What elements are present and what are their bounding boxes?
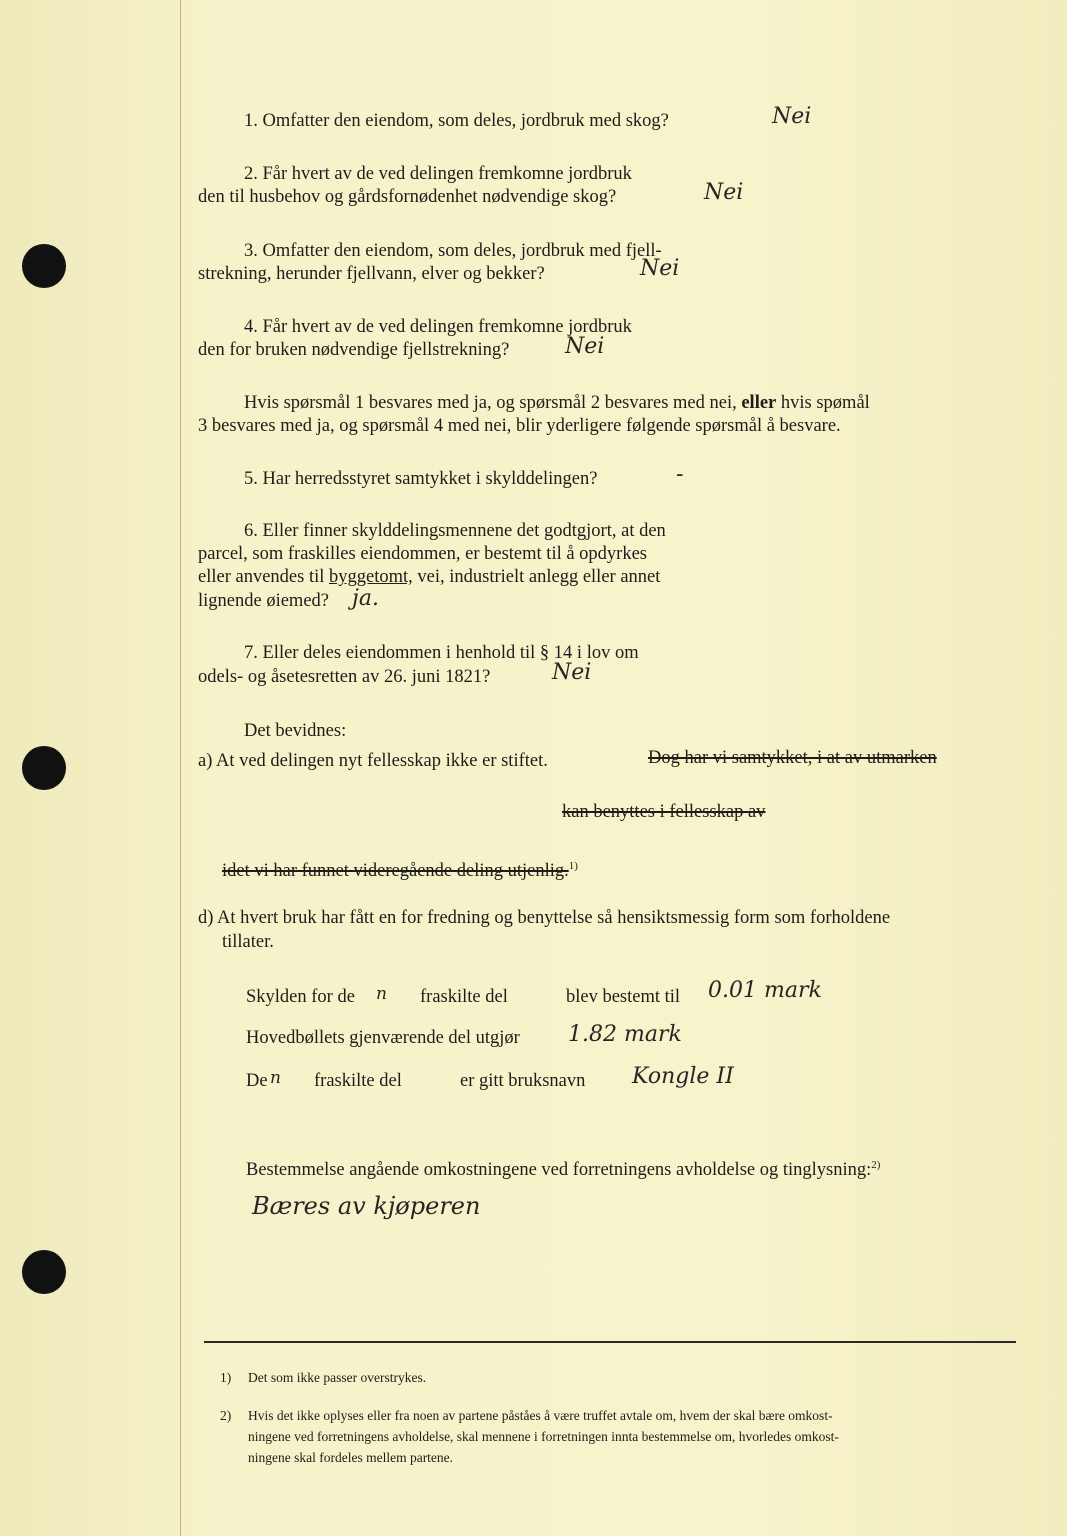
question-3-text: 3. Omfatter den eiendom, som deles, jordbruk med fjell- [244,241,662,261]
question-7-text: 7. Eller deles eiendommen i henhold til § 14 i lov om [244,643,639,663]
bevidnes-a-struck: Dog har vi samtykket, i at av utmarken [648,748,937,768]
question-4-text: den for bruken nødvendige fjellstrekning? [198,340,510,360]
question-6-text: 6. Eller finner skylddelingsmennene det godtgjort, at den [244,521,666,541]
bevidnes-a-text: a) At ved delingen nyt fellesskap ikke er stiftet. [198,751,548,771]
question-2-answer: Nei [704,180,744,205]
costs-label-text: Bestemmelse angående omkostningene ved forretningens avholdelse og tinglysning: [246,1160,872,1181]
margin-rule [180,0,181,1536]
punch-hole [22,746,66,790]
footnote-ref: 2) [871,1159,881,1171]
footnote-2-text: ningene ved forretningens avholdelse, skal mennene i forretningen innta bestemmelse om, hvorledes omkost- [248,1429,839,1444]
question-6-text: lignende øiemed? [198,591,329,611]
question-6-text: parcel, som fraskilles eiendommen, er bestemt til å opdyrkes [198,544,648,564]
condition-text [244,392,870,414]
punch-hole [22,244,66,288]
question-5-text: 5. Har herredsstyret samtykket i skylddelingen? [244,469,598,489]
costs-answer: Bæres av kjøperen [252,1192,481,1220]
bevidnes-d-text: tillater. [222,932,274,952]
question-2-text: den til husbehov og gårdsfornødenhet nødvendige skog? [198,187,617,207]
condition-part: hvis spømål [780,393,870,413]
bruksnavn-label: fraskilte del [314,1071,402,1091]
footnote-ref: 1) [568,860,578,872]
question-5-answer: - [676,462,684,487]
question-7-answer: Nei [552,660,592,685]
hovedboll-label: Hovedbøllets gjenværende del utgjør [246,1028,520,1048]
condition-bold-word: eller [741,393,777,413]
hovedboll-value: 1.82 mark [568,1022,682,1047]
bevidnes-heading: Det bevidnes: [244,721,347,741]
footnote-1-mark: 1) [220,1370,232,1385]
bevidnes-d-text: d) At hvert bruk har fått en for fredning og benyttelse så hensiktsmessig form som forholdene [198,908,891,928]
bevidnes-a-struck: kan benyttes i fellesskap av [562,802,766,822]
question-1-answer: Nei [772,104,812,129]
footnote-2-text: ningene skal fordeles mellem partene. [248,1450,454,1465]
footnote-2-text: Hvis det ikke oplyses eller fra noen av partene påståes å være truffet avtale om, hvem der skal bære omkost- [248,1408,833,1423]
question-7-text: odels- og åsetesretten av 26. juni 1821? [198,667,491,687]
question-6-underlined: byggetomt, [329,567,413,587]
bruksnavn-label: De [246,1071,268,1091]
skyld-label: fraskilte del [420,987,508,1007]
bruksnavn-label: er gitt bruksnavn [460,1071,586,1091]
footnote-2-mark: 2) [220,1408,232,1423]
footnote-1-text: Det som ikke passer overstrykes. [248,1370,427,1385]
skyld-label: blev bestemt til [566,987,681,1007]
question-1-text: 1. Omfatter den eiendom, som deles, jordbruk med skog? [244,111,669,131]
bruksnavn-handwritten-suffix: n [270,1068,281,1088]
question-6-answer: ja. [352,586,379,611]
question-2-text: 2. Får hvert av de ved delingen fremkomne jordbruk [244,164,632,184]
question-3-text: strekning, herunder fjellvann, elver og bekker? [198,264,545,284]
footnote-divider [204,1341,1016,1343]
question-3-answer: Nei [640,256,680,281]
question-6-part: eller anvendes til [198,567,325,587]
question-4-text: 4. Får hvert av de ved delingen fremkomne jordbruk [244,317,632,337]
skyld-value: 0.01 mark [708,978,822,1003]
question-4-answer: Nei [565,334,605,359]
bevidnes-a-struck: idet vi har funnet videregående deling utjenlig. [222,861,569,882]
condition-text: 3 besvares med ja, og spørsmål 4 med nei, blir yderligere følgende spørsmål å besvare. [198,416,841,436]
costs-label [246,1154,880,1181]
condition-part: Hvis spørsmål 1 besvares med ja, og spørsmål 2 besvares med nei, [244,393,737,413]
question-6-text [198,566,660,588]
skyld-handwritten-suffix: n [376,984,387,1004]
punch-hole [22,1250,66,1294]
skyld-label: Skylden for de [246,987,355,1007]
question-6-part: vei, industrielt anlegg eller annet [417,567,661,587]
bruksnavn-value: Kongle II [632,1064,734,1089]
bevidnes-a-struck-line [222,855,578,882]
